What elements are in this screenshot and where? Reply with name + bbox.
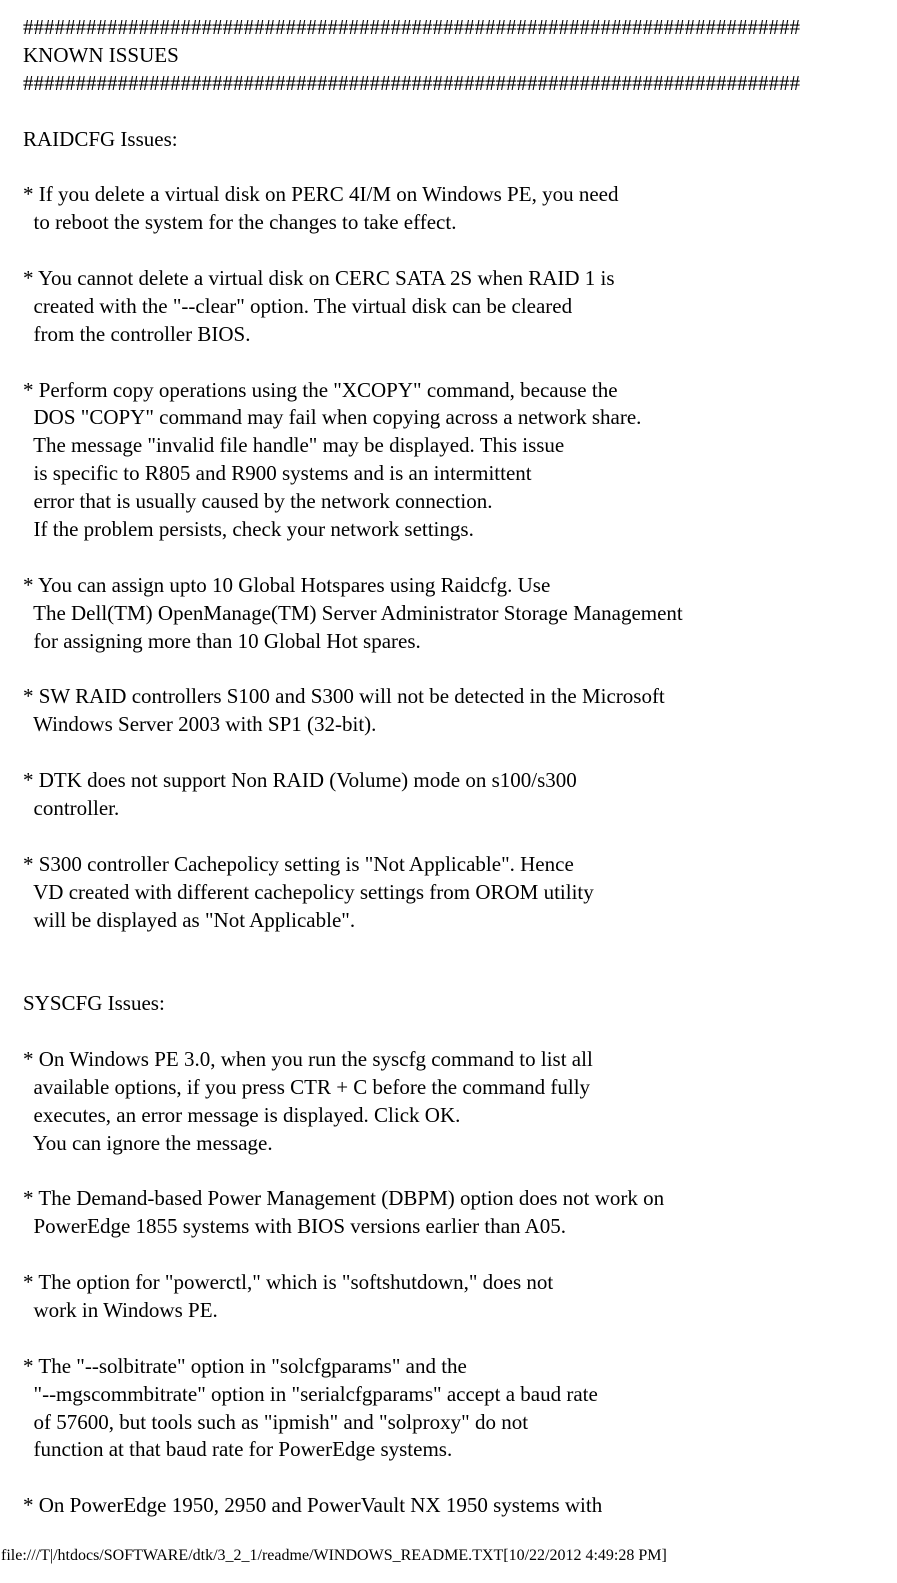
text-line: * The Demand-based Power Management (DBPM) option does not work on <box>23 1186 665 1211</box>
print-footer-url: file:///T|/htdocs/SOFTWARE/dtk/3_2_1/readme/WINDOWS_README.TXT[10/22/2012 4:49:28 PM] <box>1 1547 667 1564</box>
text-line: ########################################################################## <box>23 15 800 39</box>
text-line: will be displayed as "Not Applicable". <box>23 907 356 932</box>
text-line: error that is usually caused by the network connection. <box>23 489 493 514</box>
text-line <box>23 962 895 990</box>
text-line: VD created with different cachepolicy settings from OROM utility <box>23 879 594 904</box>
text-line <box>23 739 895 767</box>
text-line: * DTK does not support Non RAID (Volume) mode on s100/s300 <box>23 768 577 793</box>
text-line: DOS "COPY" command may fail when copying across a network share. <box>23 405 642 430</box>
text-line <box>23 1158 895 1186</box>
text-line: * SW RAID controllers S100 and S300 will not be detected in the Microsoft <box>23 684 665 709</box>
text-line <box>23 823 895 851</box>
text-line <box>23 1464 895 1492</box>
text-line: function at that baud rate for PowerEdge systems. <box>23 1437 453 1462</box>
text-line: PowerEdge 1855 systems with BIOS versions earlier than A05. <box>23 1214 567 1239</box>
text-line: executes, an error message is displayed. Click OK. <box>23 1102 461 1127</box>
text-line: KNOWN ISSUES <box>23 42 179 67</box>
text-line: * The option for "powerctl," which is "softshutdown," does not <box>23 1270 554 1295</box>
text-line: * You cannot delete a virtual disk on CERC SATA 2S when RAID 1 is <box>23 266 615 291</box>
text-line <box>23 1325 895 1353</box>
text-line: ########################################################################## <box>23 70 800 95</box>
text-line <box>23 655 895 683</box>
text-line: of 57600, but tools such as "ipmish" and "solproxy" do not <box>23 1409 529 1434</box>
text-line: for assigning more than 10 Global Hot spares. <box>23 628 421 653</box>
text-line <box>23 237 895 265</box>
text-line: "--mgscommbitrate" option in "serialcfgparams" accept a baud rate <box>23 1381 598 1406</box>
text-line <box>23 1018 895 1046</box>
text-line: created with the "--clear" option. The virtual disk can be cleared <box>23 293 573 318</box>
text-line: * You can assign upto 10 Global Hotspares using Raidcfg. Use <box>23 572 551 597</box>
text-line: Windows Server 2003 with SP1 (32-bit). <box>23 712 377 737</box>
text-line <box>23 934 895 962</box>
text-line: * On PowerEdge 1950, 2950 and PowerVault NX 1950 systems with <box>23 1493 603 1518</box>
text-line: You can ignore the message. <box>23 1130 273 1155</box>
text-line: is specific to R805 and R900 systems and is an intermittent <box>23 461 532 486</box>
text-line <box>23 98 895 126</box>
text-line: * Perform copy operations using the "XCOPY" command, because the <box>23 377 618 402</box>
text-line: The Dell(TM) OpenManage(TM) Server Administrator Storage Management <box>23 600 683 625</box>
text-line: available options, if you press CTR + C before the command fully <box>23 1074 591 1099</box>
text-line: If the problem persists, check your network settings. <box>23 517 474 542</box>
text-line: work in Windows PE. <box>23 1297 218 1322</box>
text-line: controller. <box>23 795 120 820</box>
text-line: RAIDCFG Issues: <box>23 126 178 151</box>
text-line <box>23 349 895 377</box>
readme-text <box>23 14 895 1520</box>
text-line <box>23 153 895 181</box>
text-line <box>23 544 895 572</box>
text-line: to reboot the system for the changes to take effect. <box>23 210 457 235</box>
text-line: from the controller BIOS. <box>23 321 251 346</box>
text-line: * On Windows PE 3.0, when you run the syscfg command to list all <box>23 1046 593 1071</box>
text-line <box>23 1241 895 1269</box>
text-line: * If you delete a virtual disk on PERC 4I/M on Windows PE, you need <box>23 182 619 207</box>
text-line: The message "invalid file handle" may be displayed. This issue <box>23 433 565 458</box>
text-line: * The "--solbitrate" option in "solcfgparams" and the <box>23 1353 467 1378</box>
text-line: SYSCFG Issues: <box>23 991 165 1016</box>
text-line: * S300 controller Cachepolicy setting is "Not Applicable". Hence <box>23 851 574 876</box>
